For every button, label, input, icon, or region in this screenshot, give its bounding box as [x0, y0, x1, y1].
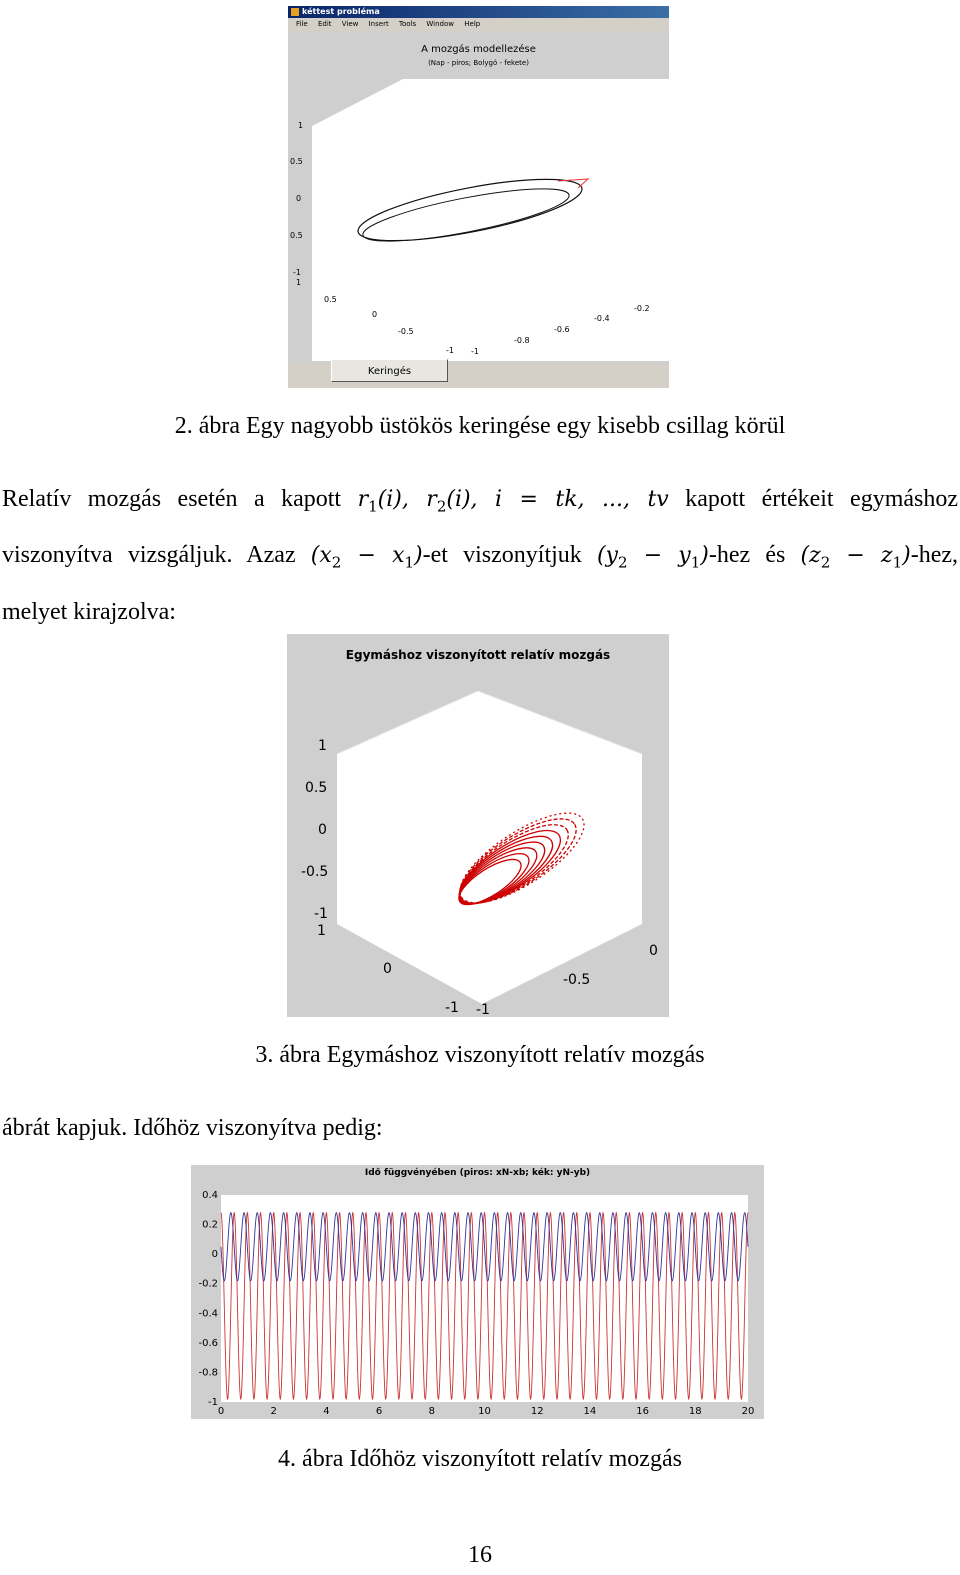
- menu-window[interactable]: Window: [426, 20, 455, 28]
- caption-figure-3: 3. ábra Egymáshoz viszonyított relatív mozgás: [255, 1042, 705, 1068]
- paragraph-line-1: [2, 475, 958, 531]
- x-tick-label: 0: [217, 1406, 225, 1417]
- x-tick-label: 18: [688, 1406, 702, 1417]
- x-tick-5: -0.2: [634, 304, 650, 313]
- x-tick-1: -1: [471, 347, 479, 356]
- axes-background: [337, 691, 642, 1004]
- z-tick-3: 0: [296, 194, 302, 203]
- text-segment: -et viszonyítjuk: [422, 542, 582, 569]
- z-tick-1: 1: [298, 121, 304, 130]
- z-tick-3: 0: [318, 822, 327, 838]
- menu-insert[interactable]: Insert: [368, 20, 389, 28]
- menu-view[interactable]: View: [341, 20, 359, 28]
- math-r1-r2: $r_1(i)$, $r_2(i)$, i = tk, ..., tv: [357, 487, 669, 516]
- plot-panel: [288, 31, 669, 364]
- x-tick-label: 14: [583, 1406, 597, 1417]
- y-tick-1: 1: [317, 923, 326, 939]
- chart-title: Idő függvényében (piros: xN-xb; kék: yN-yb): [364, 1168, 591, 1178]
- math-x-diff: $(x_2 - x_1)$: [310, 543, 423, 572]
- paragraph-line: ábrát kapjuk. Időhöz viszonyítva pedig:: [2, 1115, 383, 1141]
- x-tick-2: -0.5: [563, 972, 591, 988]
- figure-1-matlab-window: [288, 6, 669, 388]
- text-segment: viszonyítva vizsgáljuk. Azaz: [2, 542, 296, 569]
- 3d-axes-plot: [288, 31, 669, 364]
- math-y-diff: $(y_2 - y_1)$: [596, 543, 709, 572]
- y-tick-1: 1: [296, 278, 302, 287]
- 3d-axes-plot: [287, 634, 669, 1017]
- x-tick-label: 6: [375, 1406, 383, 1417]
- paragraph-relative-motion: [2, 475, 958, 637]
- y-tick-4: -0.5: [398, 327, 414, 336]
- x-tick-4: -0.4: [594, 314, 610, 323]
- figure-2-relative-motion-plot: [287, 634, 669, 1017]
- plot-area: [221, 1195, 748, 1402]
- menu-help[interactable]: Help: [464, 20, 481, 28]
- y-tick-label: 0: [211, 1249, 218, 1261]
- y-tick-label: 0.4: [202, 1190, 218, 1201]
- y-tick-label: -0.8: [198, 1367, 218, 1379]
- paragraph-time: [2, 1104, 958, 1153]
- page-number: 16: [468, 1542, 492, 1568]
- z-tick-5: -1: [293, 268, 301, 277]
- text-segment: -hez,: [910, 542, 959, 569]
- keringes-button[interactable]: Keringés: [331, 359, 448, 382]
- plot-title: A mozgás modellezése: [421, 44, 536, 55]
- y-tick-2: 0.5: [324, 295, 337, 304]
- x-tick-label: 20: [741, 1406, 755, 1417]
- plot-title: Egymáshoz viszonyított relatív mozgás: [345, 648, 611, 662]
- y-tick-label: -0.6: [198, 1337, 218, 1349]
- y-tick-label: 0.2: [202, 1219, 218, 1231]
- x-tick-label: 16: [636, 1406, 649, 1417]
- time-series-chart: [191, 1165, 764, 1419]
- z-tick-5: -1: [314, 906, 328, 922]
- y-tick-3: -1: [445, 1000, 459, 1016]
- menu-bar: [288, 18, 669, 30]
- menu-file[interactable]: File: [296, 20, 308, 28]
- x-tick-label: 12: [530, 1406, 544, 1417]
- x-tick-label: 4: [323, 1406, 330, 1417]
- x-tick-label: 8: [428, 1406, 435, 1417]
- z-tick-4: 0.5: [290, 231, 303, 240]
- x-tick-1: -1: [476, 1002, 490, 1017]
- menu-tools[interactable]: Tools: [398, 20, 417, 28]
- text-segment: -hez és: [708, 542, 786, 569]
- y-tick-label: -0.2: [198, 1278, 218, 1290]
- y-tick-label: -1: [208, 1397, 218, 1408]
- x-tick-3: 0: [649, 943, 658, 959]
- y-tick-2: 0: [383, 961, 392, 977]
- caption-figure-4: 4. ábra Időhöz viszonyított relatív mozgás: [278, 1446, 682, 1472]
- x-tick-label: 10: [478, 1406, 491, 1417]
- x-tick-3: -0.6: [554, 325, 570, 334]
- matlab-app-icon: [291, 8, 299, 16]
- text-segment: Relatív mozgás esetén a kapott: [2, 486, 342, 512]
- window-titlebar[interactable]: [288, 6, 669, 18]
- x-tick-label: 2: [270, 1406, 277, 1417]
- z-tick-2: 0.5: [305, 780, 328, 796]
- menu-edit[interactable]: Edit: [317, 20, 332, 28]
- math-z-diff: $(z_2 - z_1)$: [800, 543, 911, 572]
- text-segment: kapott értékeit egymáshoz: [685, 486, 959, 512]
- y-tick-label: -0.4: [198, 1308, 218, 1320]
- z-tick-2: 0.5: [290, 157, 303, 166]
- y-tick-3: 0: [372, 310, 378, 319]
- paragraph-line-3: melyet kirajzolva:: [2, 598, 176, 625]
- paragraph-line-2: [2, 531, 958, 587]
- caption-figure-2: 2. ábra Egy nagyobb üstökös keringése egy kisebb csillag körül: [174, 413, 786, 439]
- plot-subtitle: (Nap - piros; Bolygó - fekete): [428, 59, 529, 67]
- z-tick-4: -0.5: [301, 864, 329, 880]
- z-tick-1: 1: [318, 738, 327, 754]
- y-tick-5: -1: [446, 346, 454, 355]
- window-title: kéttest probléma: [302, 7, 380, 16]
- x-tick-2: -0.8: [514, 336, 530, 345]
- axes-background: [312, 79, 669, 361]
- figure-4-time-chart: [191, 1165, 764, 1419]
